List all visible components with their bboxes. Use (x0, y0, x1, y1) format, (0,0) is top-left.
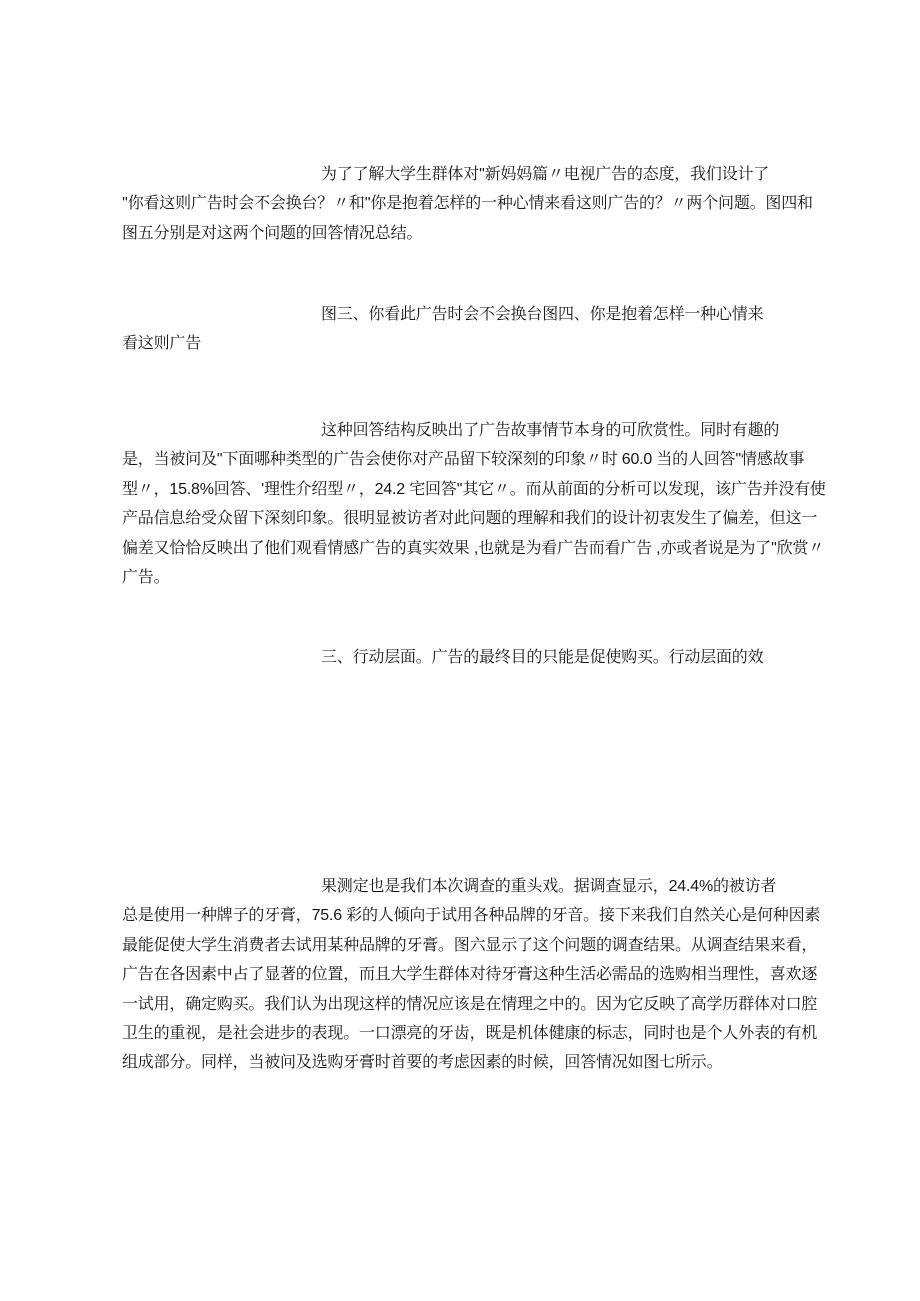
text-line: 这种回答结构反映出了广告故事情节本身的可欣赏性。同时有趣的 (321, 422, 780, 439)
text-line: 图三、你看此广告时会不会换台图四、你是抱着怎样一种心情来 (321, 306, 764, 323)
text-line: 型〃，15.8%回答、'理性介绍型〃，24.2 宅回答''其它〃。而从前面的分析可以发现，该广告并没有使 (122, 480, 826, 498)
text-line: 总是使用一种牌子的牙膏，75.6 彩的人倾向于试用各种品牌的牙音。接下来我们自然关心是何种因素 (122, 907, 821, 925)
paragraph-answer-structure (122, 416, 826, 592)
text-line: 三、行动层面。广告的最终目的只能是促使购买。行动层面的效 (321, 649, 764, 666)
text-line: 图五分别是对这两个问题的回答情况总结。 (122, 224, 423, 242)
text-line: 广告在各因素中占了显著的位置，而且大学生群体对待牙膏这种生活必需品的选购相当理性，喜欢逐 (122, 966, 818, 984)
text-line: 为了了解大学生群体对''新妈妈篇〃电视广告的态度，我们设计了 (321, 166, 770, 183)
text-line: 偏差又恰恰反映出了他们观看情感广告的真实效果 ,也就是为看广告而看广告 ,亦或者说是为了''欣赏〃 (122, 539, 825, 557)
text-line: 组成部分。同样，当被问及选购牙膏时首要的考虑因素的时候，回答情况如图七所示。 (122, 1054, 723, 1072)
paragraph-purchase-behavior (122, 872, 821, 1078)
text-line: 卫生的重视，是社会进步的表现。一口漂亮的牙齿，既是机体健康的标志，同时也是个人外表的有机 (122, 1024, 818, 1042)
text-line: 看这则广告 (122, 335, 202, 353)
text-line: 产品信息给受众留下深刻印象。很明显被访者对此问题的理解和我们的设计初衷发生了偏差，但这一 (122, 510, 818, 528)
text-line: ''你看这则广告时会不会换台？〃和''你是抱着怎样的一种心情来看这则广告的？〃两个问题。图四和 (122, 195, 813, 213)
paragraph-intro (122, 160, 813, 248)
paragraph-figure-caption (122, 300, 802, 359)
text-line: 一试用，确定购买。我们认为出现这样的情况应该是在情理之中的。因为它反映了高学历群体对口腔 (122, 995, 818, 1013)
paragraph-action-level (122, 643, 802, 672)
text-line: 最能促使大学生消费者去试用某种品牌的牙膏。图六显示了这个问题的调查结果。从调查结果来看， (122, 936, 818, 954)
text-line: 果测定也是我们本次调查的重头戏。据调查显示，24.4%的被访者 (321, 878, 777, 895)
text-line: 广告。 (122, 568, 170, 586)
text-line: 是，当被问及''下面哪种类型的广告会使你对产品留下较深刻的印象〃时 60.0 当的人回答''情感故事 (122, 451, 805, 469)
